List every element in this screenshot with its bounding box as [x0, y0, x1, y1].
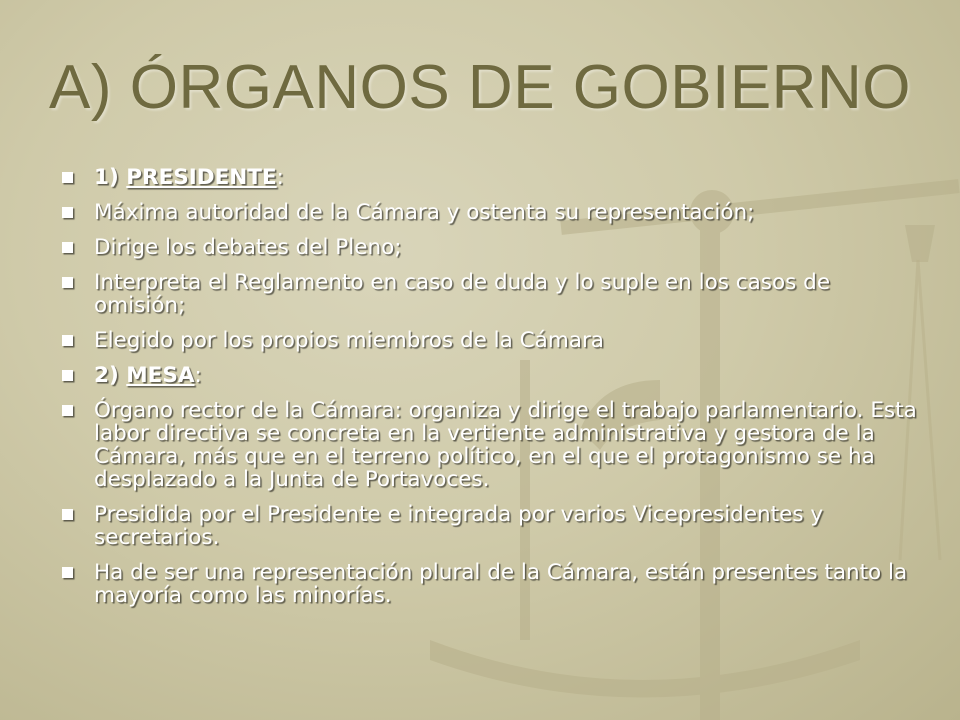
section-colon: : [194, 363, 202, 388]
list-item [58, 329, 918, 352]
square-bullet-icon [62, 207, 73, 218]
square-bullet-icon [62, 242, 73, 253]
bullet-list [58, 166, 918, 619]
square-bullet-icon [62, 405, 73, 416]
square-bullet-icon [62, 277, 73, 288]
list-item-text: Órgano rector de la Cámara: organiza y dirige el trabajo parlamentario. Esta labor directiva se concreta en la vertiente administrativa y gestora de la Cámara, más que en el terreno político, en el que el protagonismo se ha desplazado a la Junta de Portavoces. [94, 398, 917, 492]
list-item [58, 201, 918, 224]
list-item-text: Máxima autoridad de la Cámara y ostenta su representación; [94, 200, 755, 225]
slide-title: A) ÓRGANOS DE GOBIERNO [49, 53, 911, 122]
list-item [58, 271, 918, 317]
list-item [58, 166, 918, 189]
section-heading: PRESIDENTE [126, 165, 277, 190]
square-bullet-icon [62, 567, 73, 578]
list-item-text: Interpreta el Reglamento en caso de duda y lo suple en los casos de omisión; [94, 270, 831, 318]
list-item [58, 561, 918, 607]
list-item-text: Dirige los debates del Pleno; [94, 235, 402, 260]
section-number: 2) [94, 363, 127, 388]
section-heading: MESA [126, 363, 195, 388]
square-bullet-icon [62, 370, 73, 381]
list-item-text: Elegido por los propios miembros de la Cámara [94, 328, 604, 353]
list-item [58, 236, 918, 259]
list-item-text: Presidida por el Presidente e integrada por varios Vicepresidentes y secretarios. [94, 502, 824, 550]
square-bullet-icon [62, 509, 73, 520]
square-bullet-icon [62, 172, 73, 183]
list-item [58, 503, 918, 549]
section-colon: : [276, 165, 284, 190]
list-item [58, 399, 918, 491]
square-bullet-icon [62, 335, 73, 346]
list-item [58, 364, 918, 387]
list-item-text: Ha de ser una representación plural de la Cámara, están presentes tanto la mayoría como las minorías. [94, 560, 908, 608]
section-number: 1) [94, 165, 127, 190]
